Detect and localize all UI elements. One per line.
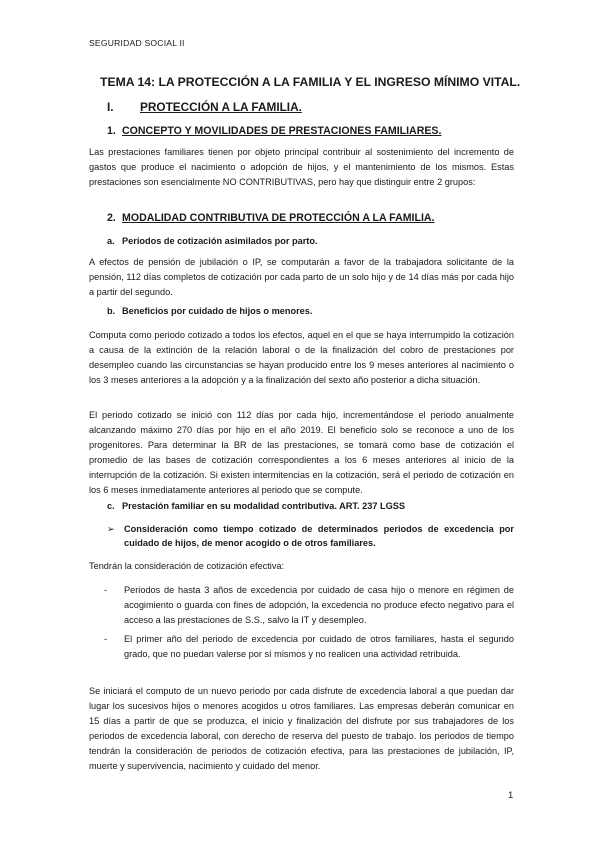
dash-list-item-1 <box>89 583 514 628</box>
subsection-heading-2 <box>107 212 435 224</box>
item-label: Beneficios por cuidado de hijos o menores. <box>122 306 313 316</box>
dash-item-text: El primer año del periodo de excedencia por cuidado de otros familiares, hasta el segundo grado, que no puedan valerse por sí mismos y no realicen una actividad retribuida. <box>124 634 514 659</box>
section-heading-1 <box>107 100 302 114</box>
item-heading-b <box>107 306 312 316</box>
subsection-number: 2. <box>107 212 116 224</box>
dash-bullet: - <box>104 634 108 644</box>
section-number: I. <box>107 100 114 114</box>
item-label: Prestación familiar en su modalidad contributiva. ART. 237 LGSS <box>122 501 406 511</box>
arrow-bullet-text: Consideración como tiempo cotizado de determinados periodos de excedencia por cuidado de hijos, de menor acogido o de otros familiares. <box>124 524 514 548</box>
paragraph-beneficios: Computa como periodo cotizado a todos los efectos, aquel en el que se haya interrumpido la cotización a causa de la extinción de la relación laboral o de la finalización del cobro de prestaciones por desempleo cuando las circunstancias se hayan producido entre los 9 meses anteriores al nacimiento o los 3 meses anteriores a la adopción y a la finalización del sexto año posterior a dicha situación. <box>89 330 514 385</box>
subsection-label: CONCEPTO Y MOVILIDADES DE PRESTACIONES FAMILIARES. <box>122 125 442 137</box>
dash-list-item-2 <box>89 632 514 662</box>
subsection-heading-1 <box>107 125 441 137</box>
item-heading-a <box>107 236 318 246</box>
section-label: PROTECCIÓN A LA FAMILIA. <box>140 100 302 114</box>
item-heading-c <box>107 501 405 511</box>
paragraph-concept: Las prestaciones familiares tienen por objeto principal contribuir al sostenimiento del incremento de gastos que produce el nacimiento o adopción de hijos, y el mantenimiento de los mismos. Estas prestaciones son esencialmente NO CONTRIBUTIVAS, pero hay que distinguir entre 2 grupos: <box>89 147 514 187</box>
page-number: 1 <box>508 790 514 801</box>
running-header: SEGURIDAD SOCIAL II <box>89 38 185 48</box>
page-title: TEMA 14: LA PROTECCIÓN A LA FAMILIA Y EL INGRESO MÍNIMO VITAL. <box>100 75 521 89</box>
arrow-bullet-item <box>107 522 514 550</box>
item-letter: b. <box>107 306 116 316</box>
subsection-number: 1. <box>107 125 116 137</box>
paragraph-cotizacion-efectiva: Tendrán la consideración de cotización efectiva: <box>89 561 285 571</box>
subsection-label: MODALIDAD CONTRIBUTIVA DE PROTECCIÓN A LA FAMILIA. <box>122 212 435 224</box>
dash-item-text: Periodos de hasta 3 años de excedencia por cuidado de casa hijo o menore en régimen de acogimiento o guarda con fines de adopción, la excedencia no produce efecto negativo para el acceso a las prestaciones de S.S., salvo la IT y desempleo. <box>124 585 514 625</box>
paragraph-parto: A efectos de pensión de jubilación o IP, se computarán a favor de la trabajadora solicitante de la pensión, 112 días completos de cotización por cada parto de un solo hijo y de 14 días más por cada hijo a partir del segundo. <box>89 257 514 297</box>
paragraph-nuevo-periodo: Se iniciará el computo de un nuevo periodo por cada disfrute de excedencia laboral a que puedan dar lugar los sucesivos hijos o menores acogidos u otros familiares. Las empresas deberán comunicar en 15 días a partir de que se produzca, el inicio y finalización del disfrute por sus trabajadores de los periodos de excedencia laboral, con derecho de reserva del puesto de trabajo. los periodos de tiempo tendrán la consideración de periodos de cotización efectiva, para las prestaciones de jubilación, IP, muerte y supervivencia, nacimiento y cuidado del menor. <box>89 686 514 771</box>
dash-bullet: - <box>104 585 108 595</box>
item-letter: a. <box>107 236 115 246</box>
item-letter: c. <box>107 501 115 511</box>
paragraph-periodo-cotizado: El periodo cotizado se inició con 112 días por cada hijo, incrementándose el periodo anualmente alcanzando máximo 270 días por hijo en el año 2019. El beneficio solo se reconoce a uno de los progenitores. Para determinar la BR de las prestaciones, se tomará como base de cotización el promedio de las bases de cotización correspondientes a los 6 meses anteriores al inicio de la interrupción de la cotización. Si existen intermitencias en la cotización, será el periodo de cotización en los 6 meses inmediatamente anteriores al periodo que se compute. <box>89 410 514 495</box>
item-label: Periodos de cotización asimilados por parto. <box>122 236 318 246</box>
arrow-bullet-icon: ➢ <box>107 524 115 534</box>
